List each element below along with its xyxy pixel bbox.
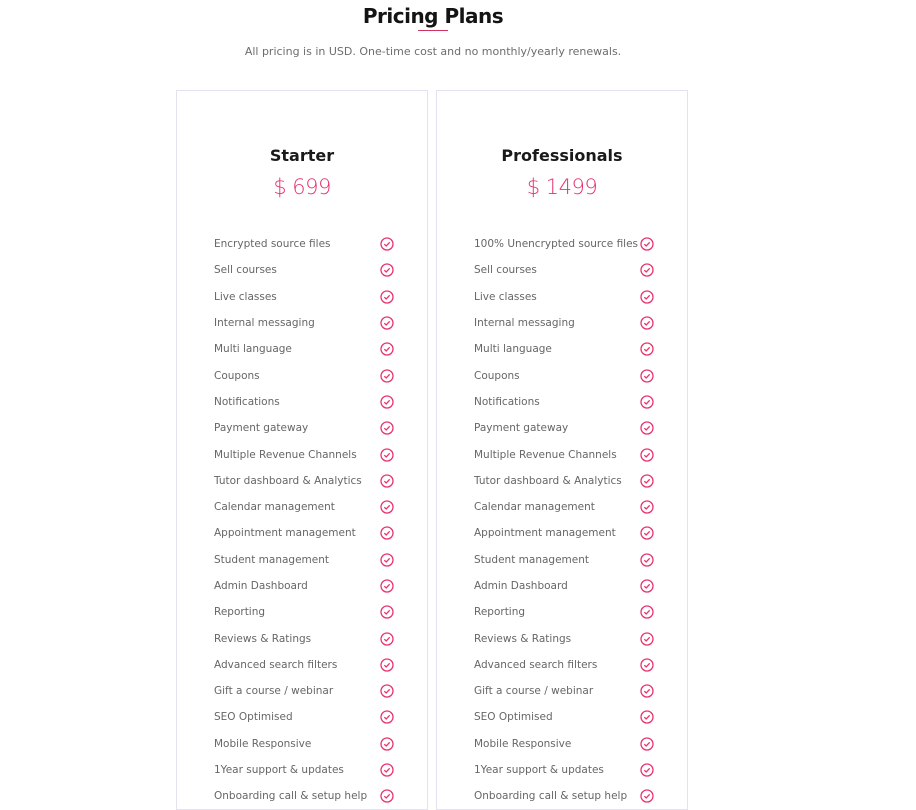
feature-item [474,573,654,599]
check-circle-icon [640,342,654,356]
check-circle-icon [640,237,654,251]
check-circle-icon [380,395,394,409]
feature-item [474,310,654,336]
feature-item [214,573,394,599]
feature-list [214,231,394,810]
feature-label: Notifications [214,395,280,408]
feature-label: Mobile Responsive [474,737,572,750]
feature-label: 1Year support & updates [214,764,344,777]
feature-item [214,731,394,757]
check-circle-icon [380,290,394,304]
feature-item [214,441,394,467]
feature-item [474,231,654,257]
check-circle-icon [640,579,654,593]
feature-label: Tutor dashboard & Analytics [214,474,362,487]
feature-label: Coupons [214,369,260,382]
check-circle-icon [380,658,394,672]
check-circle-icon [380,789,394,803]
check-circle-icon [640,526,654,540]
feature-label: Multiple Revenue Channels [214,448,357,461]
plan-price: $ 1499 [526,175,598,199]
feature-label: Calendar management [474,501,595,514]
feature-item [474,362,654,388]
page-title: Pricing Plans [362,4,504,28]
feature-label: Sell courses [214,264,277,277]
feature-item [214,547,394,573]
feature-label: SEO Optimised [214,711,293,724]
check-circle-icon [640,553,654,567]
check-circle-icon [640,290,654,304]
feature-label: Gift a course / webinar [214,685,334,698]
check-circle-icon [640,632,654,646]
check-circle-icon [380,579,394,593]
check-circle-icon [380,684,394,698]
feature-item [214,757,394,783]
feature-label: SEO Optimised [474,711,553,724]
plan-price: $ 699 [273,175,331,199]
check-circle-icon [640,605,654,619]
feature-label: Multi language [474,343,552,356]
plan-card-professionals [436,90,688,810]
check-circle-icon [380,237,394,251]
feature-label: Live classes [214,290,277,303]
feature-item [474,494,654,520]
feature-label: Admin Dashboard [474,580,568,592]
feature-label: Tutor dashboard & Analytics [474,474,622,487]
feature-item [474,520,654,546]
check-circle-icon [380,632,394,646]
feature-item [474,547,654,573]
feature-label: Reviews & Ratings [474,632,572,645]
check-circle-icon [380,500,394,514]
feature-item [474,468,654,494]
page-subtitle: All pricing is in USD. One-time cost and no monthly/yearly renewals. [244,45,622,58]
check-circle-icon [640,710,654,724]
feature-label: Encrypted source files [214,238,331,251]
check-circle-icon [640,316,654,330]
feature-label: 1Year support & updates [474,764,604,777]
feature-label: Multi language [214,343,292,356]
feature-item [214,678,394,704]
feature-item [474,704,654,730]
title-underline [418,30,448,31]
feature-item [214,468,394,494]
feature-item [214,494,394,520]
check-circle-icon [640,789,654,803]
feature-label: Live classes [474,290,537,303]
feature-label: Internal messaging [214,317,315,330]
feature-label: Onboarding call & setup help [474,790,628,803]
feature-label: Sell courses [474,264,537,277]
feature-label: Payment gateway [474,422,569,435]
feature-item [214,704,394,730]
feature-label: Admin Dashboard [214,580,308,592]
check-circle-icon [640,684,654,698]
plan-name: Starter [269,146,335,165]
check-circle-icon [380,605,394,619]
check-circle-icon [380,448,394,462]
feature-item [474,599,654,625]
feature-label: Internal messaging [474,317,575,330]
feature-label: Advanced search filters [214,658,338,671]
feature-item [214,520,394,546]
check-circle-icon [640,474,654,488]
check-circle-icon [380,474,394,488]
feature-label: Student management [474,553,590,566]
feature-label: Onboarding call & setup help [214,790,368,803]
feature-label: Appointment management [474,527,616,540]
check-circle-icon [380,763,394,777]
check-circle-icon [380,553,394,567]
feature-item [214,257,394,283]
feature-label: Student management [214,553,330,566]
check-circle-icon [640,421,654,435]
feature-item [214,783,394,809]
feature-item [474,415,654,441]
feature-item [474,678,654,704]
feature-item [474,441,654,467]
feature-item [474,284,654,310]
feature-item [474,336,654,362]
check-circle-icon [640,500,654,514]
check-circle-icon [380,342,394,356]
check-circle-icon [640,263,654,277]
check-circle-icon [380,369,394,383]
check-circle-icon [380,526,394,540]
plan-name: Professionals [501,146,623,165]
check-circle-icon [640,658,654,672]
check-circle-icon [640,737,654,751]
feature-item [474,783,654,809]
feature-list [474,231,654,810]
feature-label: Calendar management [214,501,335,514]
feature-label: Multiple Revenue Channels [474,448,617,461]
feature-label: Payment gateway [214,422,309,435]
feature-item [474,652,654,678]
feature-label: Reviews & Ratings [214,632,312,645]
check-circle-icon [380,710,394,724]
feature-item [214,284,394,310]
feature-item [474,389,654,415]
feature-item [214,415,394,441]
feature-item [214,389,394,415]
check-circle-icon [380,263,394,277]
feature-label: Reporting [214,606,266,619]
feature-item [474,257,654,283]
check-circle-icon [640,369,654,383]
feature-item [214,231,394,257]
feature-item [214,625,394,651]
feature-item [474,757,654,783]
feature-item [474,625,654,651]
feature-item [214,599,394,625]
feature-label: Coupons [474,369,520,382]
feature-label: Appointment management [214,527,356,540]
plan-card-starter [176,90,428,810]
feature-label: Mobile Responsive [214,737,312,750]
feature-item [214,310,394,336]
feature-label: Reporting [474,606,526,619]
feature-label: 100% Unencrypted source files [474,238,639,251]
feature-label: Advanced search filters [474,658,598,671]
check-circle-icon [380,316,394,330]
feature-item [474,731,654,757]
check-circle-icon [380,421,394,435]
check-circle-icon [380,737,394,751]
check-circle-icon [640,763,654,777]
check-circle-icon [640,395,654,409]
feature-item [214,362,394,388]
feature-label: Gift a course / webinar [474,685,594,698]
feature-item [214,336,394,362]
feature-label: Notifications [474,395,540,408]
check-circle-icon [640,448,654,462]
feature-item [214,652,394,678]
